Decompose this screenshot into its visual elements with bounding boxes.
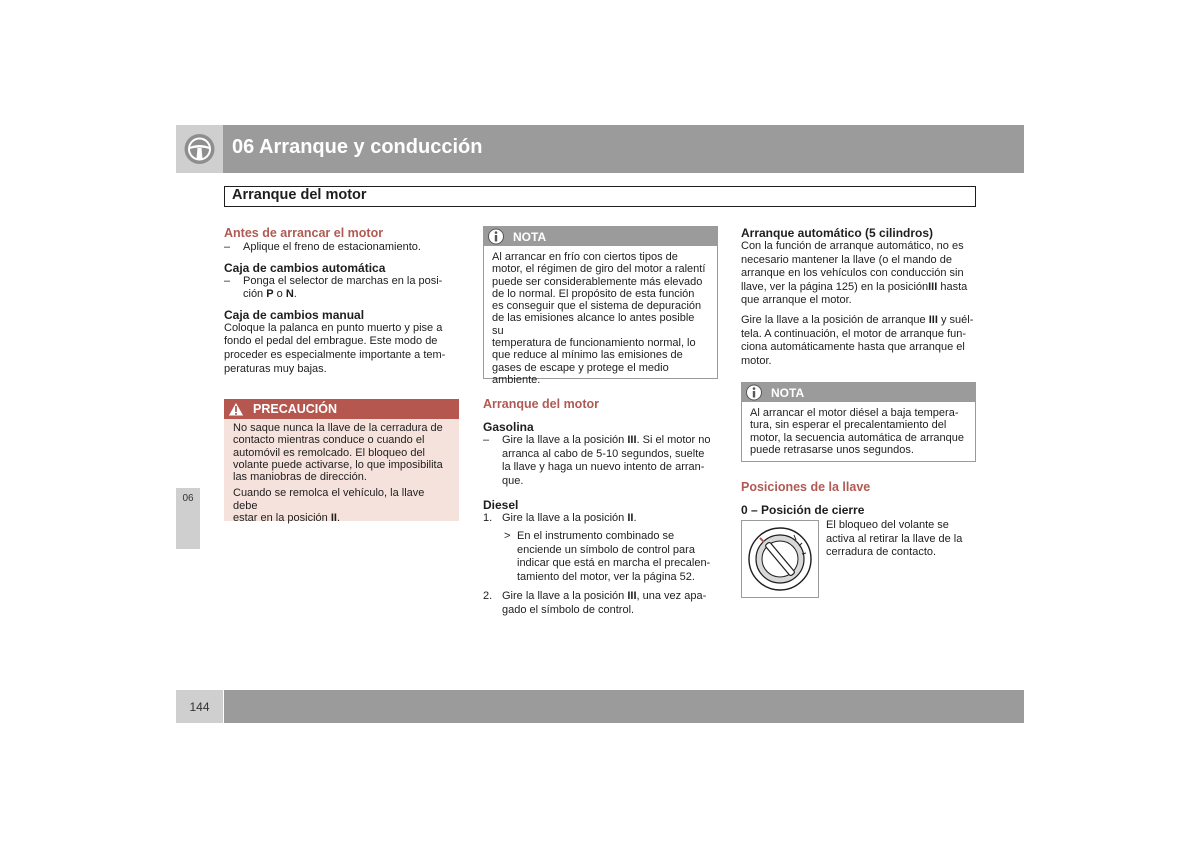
ignition-illustration xyxy=(741,520,819,598)
column-middle xyxy=(483,397,718,618)
warning-line: Cuando se remolca el vehículo, la llave debe xyxy=(233,487,425,512)
note-box xyxy=(483,226,718,386)
heading-engine-start: Arranque del motor xyxy=(483,397,599,411)
heading-key-positions: Posiciones de la llave xyxy=(741,480,871,494)
list-item: – Ponga el selector de marchas en la posi- ción P o N. xyxy=(224,274,443,301)
key-position-iii: III xyxy=(627,434,637,446)
key-position-iii: III xyxy=(928,280,938,293)
note-line: ambiente. xyxy=(492,373,541,386)
note-line: de lo normal. El propósito de esta función xyxy=(492,287,695,300)
ignition-lock-icon xyxy=(742,521,818,597)
body-line: ciona automáticamente hasta que arranque el xyxy=(741,341,965,354)
manual-text-line: Coloque la palanca en punto muerto y pise a xyxy=(224,321,443,334)
body-line xyxy=(741,281,977,295)
note-line: motor, la secuencia automática de arranque xyxy=(750,431,965,444)
warning-line: contacto mientras conduce o cuando el xyxy=(233,434,425,447)
sub-item-text: tamiento del motor, ver la página 52. xyxy=(517,570,695,583)
list-item-text: que. xyxy=(502,474,524,487)
list-item-text: . Si el motor no xyxy=(636,434,711,446)
footer-bar xyxy=(224,690,1024,723)
list-item-text: , una vez apa- xyxy=(636,590,707,603)
heading-manual-gearbox: Caja de cambios manual xyxy=(224,307,365,322)
note-box xyxy=(741,382,976,462)
note-title: NOTA xyxy=(513,230,547,244)
sub-item-text: En el instrumento combinado se xyxy=(517,529,675,542)
body-line: cerradura de contacto. xyxy=(826,546,937,559)
sub-item-text: enciende un símbolo de control para xyxy=(517,543,695,556)
heading-auto-start: Arranque automático (5 cilindros) xyxy=(741,226,934,240)
heading-diesel: Diesel xyxy=(483,498,519,513)
position-0-text xyxy=(826,519,976,560)
body-text: llave, ver la página 125) en la posición xyxy=(741,280,929,293)
page-number: 144 xyxy=(189,700,210,714)
body-line: El bloqueo del volante se xyxy=(826,519,949,531)
key-position-iii: III xyxy=(928,313,938,326)
note-line: puede ser considerablemente más elevado xyxy=(492,275,703,288)
list-item-text: . xyxy=(293,288,297,301)
note-header xyxy=(484,227,717,246)
manual-text-line: fondo el pedal del embrague. Este modo de xyxy=(224,335,438,348)
sub-item-text: indicar que está en marcha el precalen- xyxy=(517,557,711,570)
heading-petrol: Gasolina xyxy=(483,420,534,434)
warning-title: PRECAUCIÓN xyxy=(253,402,338,416)
note-body xyxy=(484,246,717,391)
list-item xyxy=(483,512,718,526)
body-line: motor. xyxy=(741,354,772,367)
note-line: motor, el régimen de giro del motor a ralentí xyxy=(492,263,706,276)
key-position-ii: II xyxy=(330,512,337,525)
heading-position-0: 0 – Posición de cierre xyxy=(741,503,865,517)
list-item-text: gado el símbolo de control. xyxy=(502,603,635,616)
body-line xyxy=(741,314,977,328)
steering-wheel-icon xyxy=(176,125,223,173)
warning-triangle-icon xyxy=(227,401,245,417)
column-right xyxy=(741,226,977,368)
heading-automatic-gearbox: Caja de cambios automática xyxy=(224,260,386,275)
info-icon xyxy=(745,384,763,401)
note-line: de las emisiones alcance lo antes posible su xyxy=(492,312,695,337)
note-line: gases de escape y protege el medio xyxy=(492,361,669,374)
body-text: y suél- xyxy=(937,313,974,326)
list-item-text: Gire la llave a la posición xyxy=(502,434,628,446)
key-position-ii: II xyxy=(627,512,634,525)
note-line: que reduce al mínimo las emisiones de xyxy=(492,349,683,362)
warning-line: volante puede activarse, lo que imposibilita xyxy=(233,458,443,471)
note-line: Al arrancar en frío con ciertos tipos de xyxy=(492,251,678,263)
step-number: 1. xyxy=(483,512,493,525)
body-text: Gire la llave a la posición de arranque xyxy=(741,313,929,326)
note-line: temperatura de funcionamiento normal, lo xyxy=(492,337,696,350)
list-item-text: . xyxy=(633,512,637,525)
warning-line: No saque nunca la llave de la cerradura de xyxy=(233,422,443,434)
section-title: Arranque del motor xyxy=(232,187,367,203)
note-title: NOTA xyxy=(771,386,805,400)
warning-line: las maniobras de dirección. xyxy=(233,471,367,484)
step-number: 2. xyxy=(483,590,493,603)
warning-text: estar en la posición xyxy=(233,512,331,525)
key-positions-section xyxy=(741,480,977,517)
chapter-title: 06 Arranque y conducción xyxy=(232,136,483,158)
warning-body xyxy=(224,419,459,530)
chapter-icon-box xyxy=(176,125,223,173)
column-left xyxy=(224,226,459,376)
note-line: es conseguir que el sistema de depuración xyxy=(492,300,702,313)
body-line: tela. A continuación, el motor de arranque fun- xyxy=(741,327,967,340)
warning-header xyxy=(224,399,459,419)
list-item-text: Gire la llave a la posición xyxy=(502,512,628,525)
note-header xyxy=(742,383,975,402)
list-item-text: la llave y haga un nuevo intento de arran- xyxy=(502,461,705,474)
list-item-text: ción xyxy=(243,288,267,301)
heading-before-start: Antes de arrancar el motor xyxy=(224,226,384,240)
list-item-text: Ponga el selector de marchas en la posi- xyxy=(243,274,443,287)
info-icon xyxy=(487,228,505,245)
body-line: arranque en los vehículos con conducción sin xyxy=(741,267,964,280)
list-item-text: Gire la llave a la posición xyxy=(502,590,628,603)
warning-line xyxy=(233,512,450,524)
list-item xyxy=(483,590,718,617)
warning-line: automóvil es remolcado. El bloqueo del xyxy=(233,446,426,459)
body-text: hasta xyxy=(937,280,968,293)
warning-box xyxy=(224,399,459,525)
note-line: Al arrancar el motor diésel a baja tempera- xyxy=(750,407,959,419)
key-position-iii: III xyxy=(627,590,637,603)
note-line: tura, sin esperar el precalentamiento del xyxy=(750,419,947,432)
warning-text: . xyxy=(336,512,341,525)
sub-list-item: > En el instrumento combinado se enciende un símbolo de control para indicar que está en marcha el precalen- tamiento del motor, ver la página 52. xyxy=(504,529,711,583)
body-line: que arranque el motor. xyxy=(741,294,852,307)
manual-text-line: proceder es especialmente importante a tem- xyxy=(224,348,446,361)
body-line: necesario mantener la llave (o el mando de xyxy=(741,253,952,266)
list-item-text: arranca al cabo de 5-10 segundos, suelte xyxy=(502,447,705,460)
note-line: puede retrasarse unos segundos. xyxy=(750,443,914,456)
list-item-text: o xyxy=(273,288,286,301)
chapter-side-tab-label: 06 xyxy=(182,493,194,504)
body-line: Con la función de arranque automático, no es xyxy=(741,240,964,252)
gear-p: P xyxy=(266,288,274,301)
list-item-text: Aplique el freno de estacionamiento. xyxy=(243,241,421,253)
list-item: – Aplique el freno de estacionamiento. xyxy=(224,241,421,253)
body-line: activa al retirar la llave de la xyxy=(826,532,963,545)
note-body xyxy=(742,402,975,461)
manual-text-line: peraturas muy bajas. xyxy=(224,362,327,375)
gear-n: N xyxy=(285,288,294,301)
list-item: – Gire la llave a la posición III. Si el motor no arranca al cabo de 5-10 segundos, suelte la llave y haga un nuevo intento de arran- que. xyxy=(483,434,711,487)
